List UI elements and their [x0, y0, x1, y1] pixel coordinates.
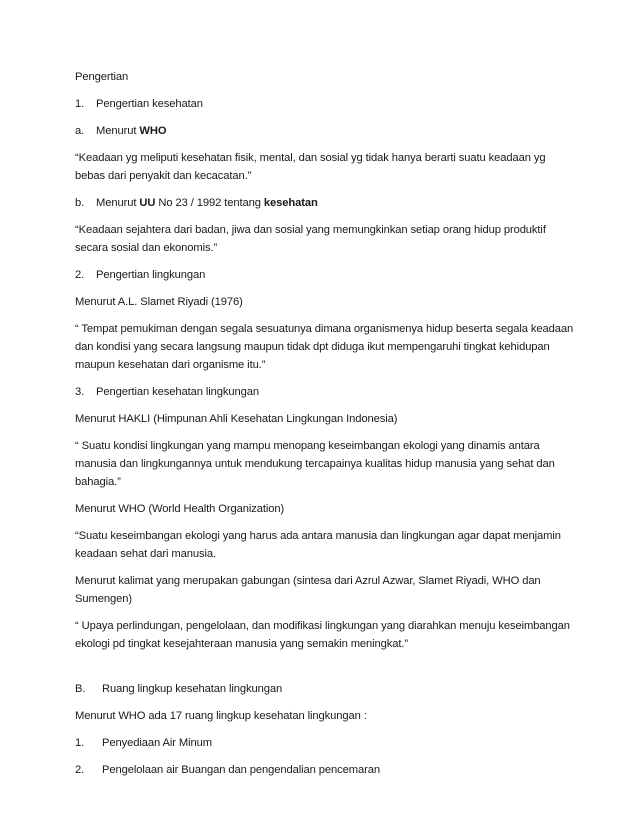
list-letter: B.: [75, 683, 86, 695]
source-gabungan: Menurut kalimat yang merupakan gabungan (sintesa dari Azrul Azwar, Slamet Riyadi, WHO dan Sumengen): [75, 575, 541, 605]
source-hakli: Menurut HAKLI (Himpunan Ahli Kesehatan Lingkungan Indonesia): [75, 413, 398, 425]
list-number: 2.: [75, 269, 85, 281]
subsection-b-text-2: No 23 / 1992 tentang: [155, 197, 264, 209]
quote-lingkungan-definition: “ Tempat pemukiman dengan segala sesuatunya dimana organismenya hidup beserta segala keadaan dan kondisi yang secara langsung maupun tidak dpt diduga ikut mempengaruhi tingkat kehidupan maupun kesehatan dari organisme itu.”: [75, 323, 574, 371]
subsection-a-bold: WHO: [139, 125, 167, 137]
section-1-heading: [75, 95, 575, 113]
quote-who-definition: “Keadaan yg meliputi kesehatan fisik, mental, dan sosial yg tidak hanya berarti suatu keadaan yg bebas dari penyakit dan kecacatan.”: [75, 152, 546, 182]
source-slamet-riyadi: Menurut A.L. Slamet Riyadi (1976): [75, 296, 243, 308]
scope-item-2-text: Pengelolaan air Buangan dan pengendalian pencemaran: [102, 764, 380, 776]
heading-pengertian: Pengertian: [75, 71, 129, 83]
section-b-heading: [75, 680, 575, 698]
section-2-title: Pengertian lingkungan: [96, 269, 206, 281]
source-who: Menurut WHO (World Health Organization): [75, 503, 285, 515]
list-letter: b.: [75, 197, 85, 209]
who-17-scope-intro: Menurut WHO ada 17 ruang lingkup kesehatan lingkungan :: [75, 710, 367, 722]
subsection-a-text: Menurut: [96, 125, 140, 137]
list-number: 2.: [75, 764, 85, 776]
scope-item-1: [75, 734, 575, 752]
subsection-b-bold-2: kesehatan: [263, 197, 318, 209]
quote-hakli-definition: “ Suatu kondisi lingkungan yang mampu menopang keseimbangan ekologi yang dinamis antara manusia dan lingkungannya untuk mendukung tercapainya kualitas hidup manusia yang sehat dan bahagia.”: [75, 440, 555, 488]
list-letter: a.: [75, 125, 85, 137]
list-number: 1.: [75, 737, 85, 749]
section-2-heading: [75, 266, 575, 284]
section-3-title: Pengertian kesehatan lingkungan: [96, 386, 259, 398]
scope-item-2: [75, 761, 575, 779]
section-3-heading: [75, 383, 575, 401]
document-body: [75, 68, 575, 788]
quote-gabungan-definition: “ Upaya perlindungan, pengelolaan, dan modifikasi lingkungan yang diarahkan menuju keseimbangan ekologi pd tingkat kesejahteraan manusia yang semakin meningkat.”: [75, 620, 570, 650]
list-number: 3.: [75, 386, 85, 398]
list-number: 1.: [75, 98, 85, 110]
quote-who-ekologi: “Suatu keseimbangan ekologi yang harus ada antara manusia dan lingkungan agar dapat menjamin keadaan sehat dari manusia.: [75, 530, 561, 560]
subsection-b-text-1: Menurut: [96, 197, 140, 209]
subsection-a-heading: [75, 122, 575, 140]
section-b-title: Ruang lingkup kesehatan lingkungan: [102, 683, 283, 695]
quote-uu-definition: “Keadaan sejahtera dari badan, jiwa dan sosial yang memungkinkan setiap orang hidup produktif secara sosial dan ekonomis.”: [75, 224, 546, 254]
section-1-title: Pengertian kesehatan: [96, 98, 203, 110]
subsection-b-bold-1: UU: [139, 197, 156, 209]
subsection-b-heading: [75, 194, 575, 212]
scope-item-1-text: Penyediaan Air Minum: [102, 737, 212, 749]
